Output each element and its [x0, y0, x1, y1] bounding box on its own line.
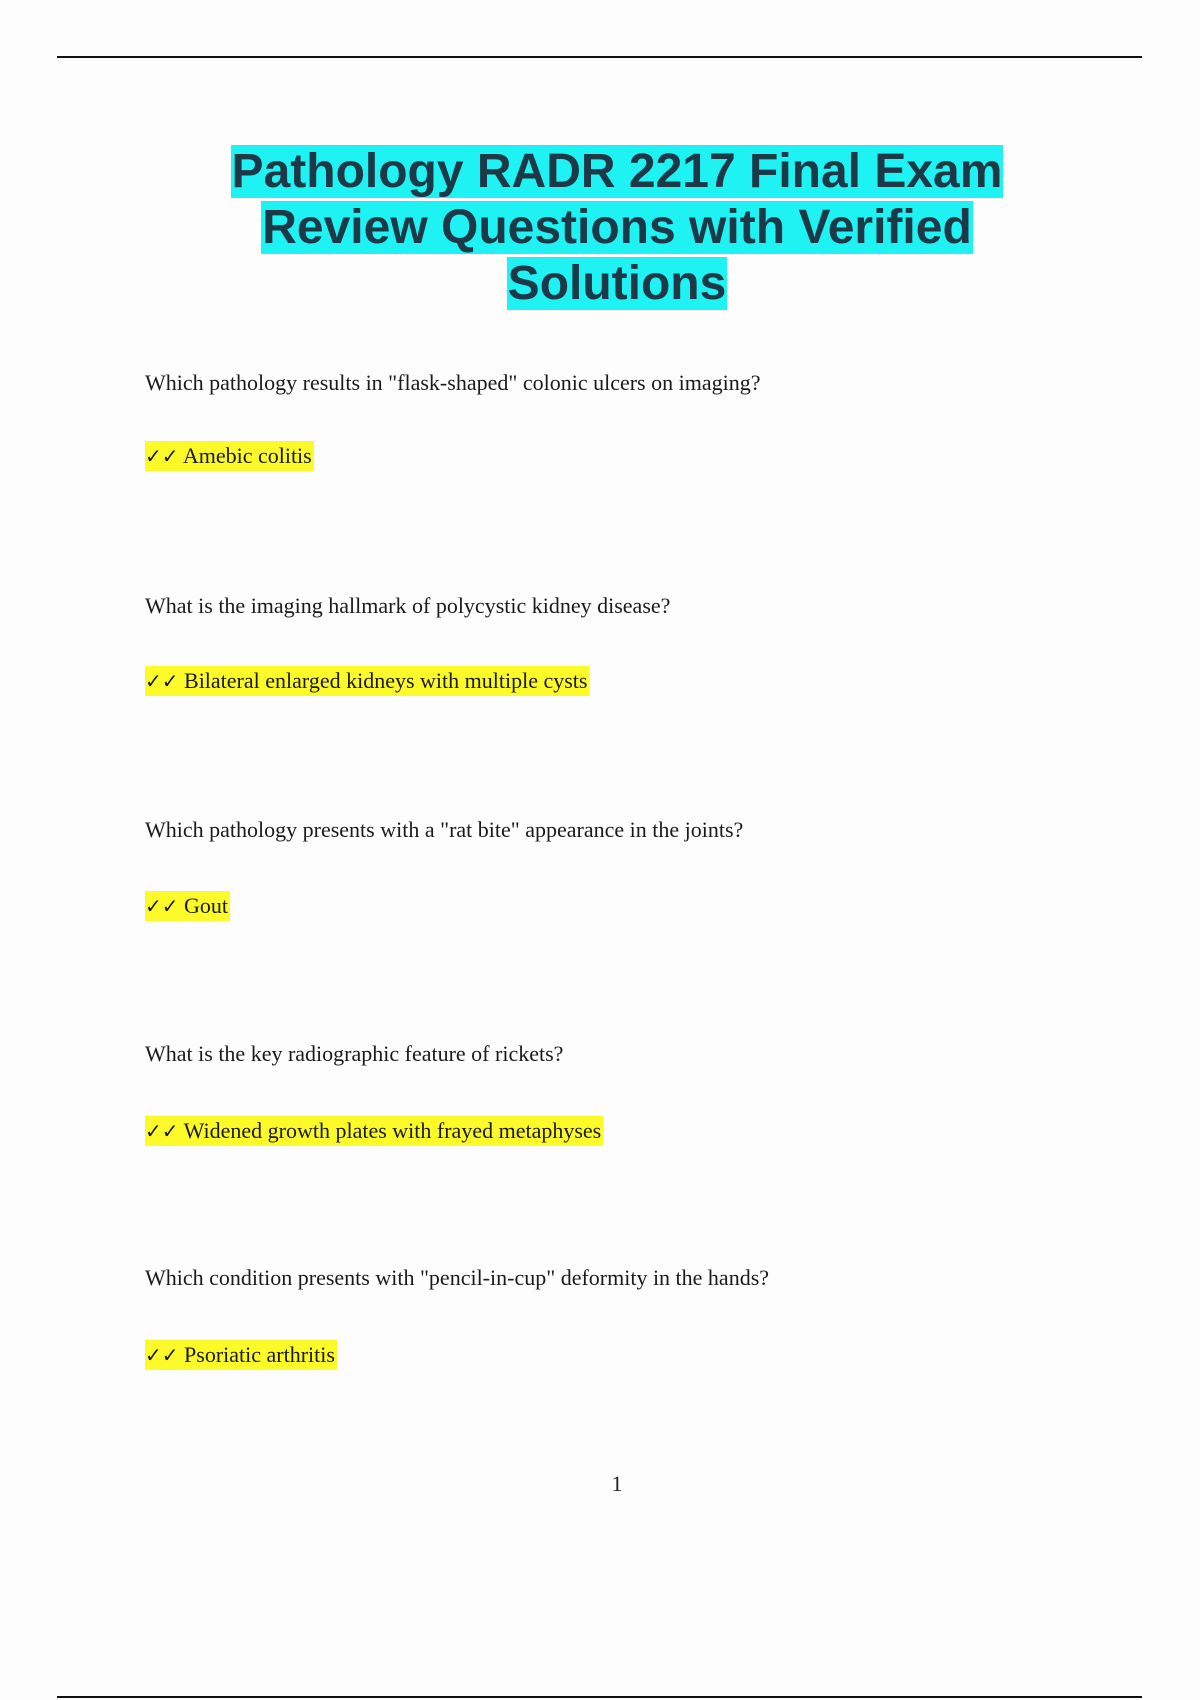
double-check-icon: ✓✓	[145, 894, 179, 918]
answer-2	[145, 666, 589, 696]
page-number: 1	[611, 1471, 623, 1496]
double-check-icon: ✓✓	[145, 669, 179, 693]
double-check-icon: ✓✓	[145, 1343, 179, 1367]
title-line: Review Questions with Verified	[262, 201, 972, 254]
title-line: Pathology RADR 2217 Final Exam	[231, 145, 1003, 198]
footer-rule	[57, 1696, 1142, 1698]
page-title	[0, 144, 1200, 312]
question-2: What is the imaging hallmark of polycystic kidney disease?	[145, 593, 671, 618]
answer-1	[145, 441, 314, 471]
answer-5	[145, 1340, 337, 1370]
header-rule	[57, 56, 1142, 58]
question-4: What is the key radiographic feature of rickets?	[145, 1041, 564, 1066]
answer-4	[145, 1116, 603, 1146]
question-1: Which pathology results in "flask-shaped" colonic ulcers on imaging?	[145, 370, 761, 395]
answer-text: Widened growth plates with frayed metaphyses	[183, 1118, 602, 1143]
double-check-icon: ✓✓	[145, 1119, 179, 1143]
answer-text: Bilateral enlarged kidneys with multiple cysts	[184, 668, 588, 693]
title-line: Solutions	[507, 257, 727, 310]
question-3: Which pathology presents with a "rat bite" appearance in the joints?	[145, 817, 744, 842]
answer-3	[145, 891, 230, 921]
answer-text: Amebic colitis	[182, 443, 312, 468]
double-check-icon: ✓✓	[145, 444, 179, 468]
answer-text: Psoriatic arthritis	[184, 1342, 335, 1367]
question-5: Which condition presents with "pencil-in-cup" deformity in the hands?	[145, 1265, 770, 1290]
answer-text: Gout	[184, 893, 229, 918]
